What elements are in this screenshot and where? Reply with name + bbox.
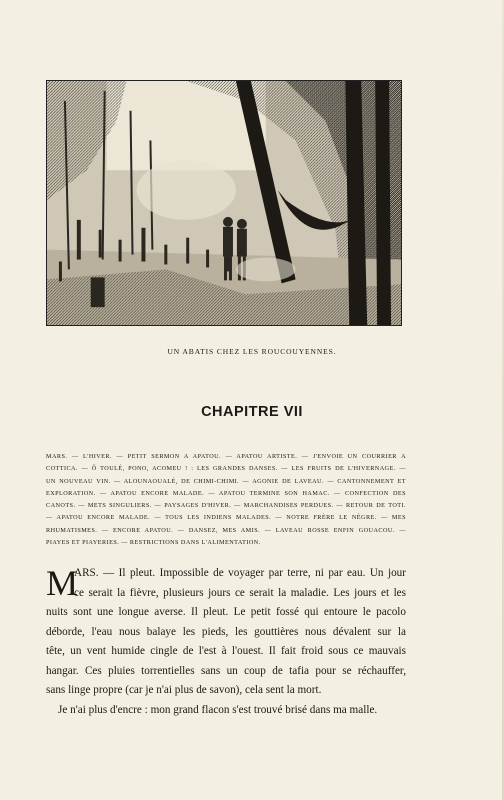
summary-line: EXPLORATION. — APATOU ENCORE MALADE. — APATOU TERMINE SON HAMAC. — CONFECTION DES (46, 489, 406, 497)
body-line: ce serait la fièvre, plusieurs jours ce serait la maladie. Les jours et les (74, 586, 406, 599)
summary-line: COTTICA. — Ô TOULÉ, PONO, ACOMEU ! : LES GRANDES DANSES. — LES FRUITS DE L'HIVERNAGE. — (46, 465, 406, 473)
body-line: sans linge propre (car je n'ai plus de savon), cela sent la mort. (46, 684, 322, 696)
drop-cap: M (46, 563, 79, 603)
summary-line: PIAYES ET PIAYERIES. — RESTRICTIONS DANS L'ALIMENTATION. (46, 539, 261, 547)
summary-line: — APATOU ENCORE MALADE. — TOUS LES INDIENS MALADES. — NOTRE FRÈRE LE NÈGRE. — MES (46, 514, 406, 522)
body-text (46, 564, 406, 720)
chapter-title: CHAPITRE VII (201, 404, 303, 420)
body-line: tête, un vent humide cingle de l'est à l'ouest. Il fait froid sous ce mauvais (46, 645, 406, 657)
engraving-illustration (46, 80, 402, 326)
illustration-caption: UN ABATIS CHEZ LES ROUCOUYENNES. (167, 347, 337, 356)
summary-line: CANOTS. — METS SINGULIERS. — PAYSAGES D'HIVER. — MARCHANDISES PERDUES. — RETOUR DE TOTI. (46, 502, 406, 510)
summary-line: MARS. — L'HIVER. — PETIT SERMON A APATOU. — APATOU ARTISTE. — J'ENVOIE UN COURRIER A (46, 453, 406, 460)
body-line: Je n'ai plus d'encre : mon grand flacon s'est trouvé brisé dans ma malle. (58, 703, 378, 716)
body-line: déborde, l'eau nous balaye les pieds, les gouttières nous dévalent sur la (46, 625, 406, 638)
chapter-summary (46, 451, 406, 549)
body-line: nuits sont une longue averse. Il pleut. Le petit fossé qui entoure le pacolo (46, 606, 406, 618)
body-line: ARS. — Il pleut. Impossible de voyager par terre, ni par eau. Un jour (74, 567, 406, 579)
body-line: hangar. Ces pluies torrentielles sans un coup de tafia pour se réchauffer, (46, 664, 406, 677)
summary-line: RHUMATISMES. — ENCORE APATOU. — DANSEZ, MES AMIS. — LAVEAU ROSSE ENFIN GOUACOU. — (46, 526, 406, 534)
forest-clearing-image (47, 81, 401, 325)
summary-line: UN NOUVEAU VIN. — ALOUNAOUALÉ, DE CHIMI-CHIMI. — AGONIE DE LAVEAU. — CANTONNEMENT ET (46, 477, 406, 485)
